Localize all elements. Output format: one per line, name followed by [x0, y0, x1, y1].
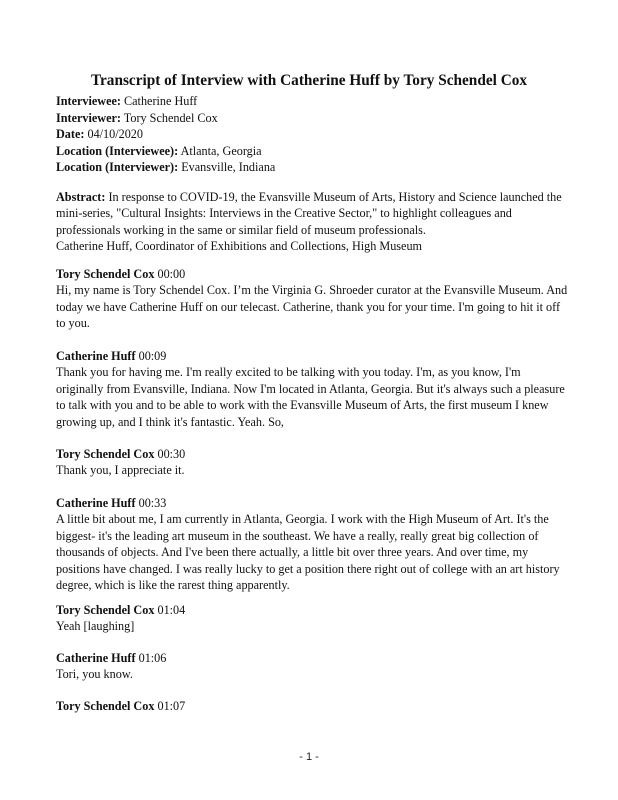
transcript-entry [56, 602, 568, 635]
entry-text: Thank you, I appreciate it. [56, 463, 185, 478]
transcript-entry [56, 446, 568, 479]
metadata-interviewee [56, 93, 566, 110]
transcript-entry [56, 698, 568, 714]
metadata-label: Interviewee: [56, 94, 121, 108]
speaker-name: Tory Schendel Cox [56, 603, 155, 617]
transcript-entry [56, 650, 568, 683]
entry-header [56, 348, 568, 364]
entry-header [56, 650, 568, 666]
entry-header [56, 446, 568, 462]
speaker-name: Tory Schendel Cox [56, 267, 155, 281]
entry-text: Tori, you know. [56, 667, 133, 682]
metadata-label: Location (Interviewee): [56, 143, 179, 158]
metadata-date [56, 126, 566, 143]
timestamp: 00:30 [157, 447, 186, 461]
metadata-value: Catherine Huff [124, 94, 198, 108]
entry-header [56, 698, 568, 714]
speaker-name: Catherine Huff [56, 651, 136, 665]
metadata-value: Atlanta, Georgia [180, 143, 262, 158]
metadata-label: Location (Interviewer): [56, 160, 179, 174]
page-number: - 1 - [299, 751, 319, 763]
document-title: Transcript of Interview with Catherine Huff by Tory Schendel Cox [90, 72, 528, 89]
abstract [56, 189, 568, 238]
interview-metadata [56, 93, 566, 176]
timestamp: 01:04 [157, 603, 186, 617]
speaker-name: Tory Schendel Cox [56, 447, 155, 461]
metadata-value: 04/10/2020 [87, 127, 143, 141]
speaker-name: Catherine Huff [56, 496, 136, 510]
entry-text: Yeah [laughing] [56, 619, 135, 634]
metadata-location-interviewee [56, 143, 566, 160]
timestamp: 01:07 [157, 699, 186, 713]
timestamp: 00:09 [138, 349, 167, 363]
speaker-name: Catherine Huff [56, 349, 136, 363]
transcript-entry [56, 348, 568, 430]
metadata-interviewer [56, 110, 566, 127]
entry-header [56, 495, 568, 511]
entry-header [56, 266, 568, 282]
metadata-location-interviewer [56, 159, 566, 176]
entry-header [56, 602, 568, 618]
speaker-name: Tory Schendel Cox [56, 699, 155, 713]
metadata-label: Interviewer: [56, 110, 121, 125]
abstract-text: In response to COVID-19, the Evansville Museum of Arts, History and Science launched the mini-series, "Cultural Insights: Interviews in the Creative Sector," to highlight colleagues and professionals working in the same or similar field of museum professionals. [56, 190, 562, 237]
entry-text: Hi, my name is Tory Schendel Cox. I’m the Virginia G. Shroeder curator at the Evansville Museum. And today we have Catherine Huff on our telecast. Catherine, thank you for your time. I'm going to hit it off to you. [56, 283, 568, 331]
metadata-value: Evansville, Indiana [181, 160, 276, 174]
entry-text: Thank you for having me. I'm really excited to be talking with you today. I'm, as you know, I'm originally from Evansville, Indiana. Now I'm located in Atlanta, Georgia. But it's always such a pleasure to talk with you and to be able to work with the Evansville Museum of Arts, the first museum I knew growing up, and I think it's fantastic. Yeah. So, [56, 365, 565, 429]
transcript-entry [56, 495, 568, 593]
transcript-entry [56, 266, 568, 332]
abstract-label: Abstract: [56, 190, 106, 204]
metadata-label: Date: [56, 127, 85, 141]
entry-text: A little bit about me, I am currently in Atlanta, Georgia. I work with the High Museum of Art. It's the biggest- it's the leading art museum in the southeast. We have a really, really great big collection of thousands of objects. And I've been there actually, a little bit over three years. And over time, my positions have changed. I was really lucky to get a position there right out of college with an art history degree, which is like the rarest thing apparently. [56, 512, 560, 593]
timestamp: 00:33 [138, 496, 167, 510]
timestamp: 01:06 [138, 651, 167, 665]
timestamp: 00:00 [157, 267, 186, 281]
byline: Catherine Huff, Coordinator of Exhibitions and Collections, High Museum [56, 239, 423, 253]
metadata-value: Tory Schendel Cox [123, 110, 218, 125]
